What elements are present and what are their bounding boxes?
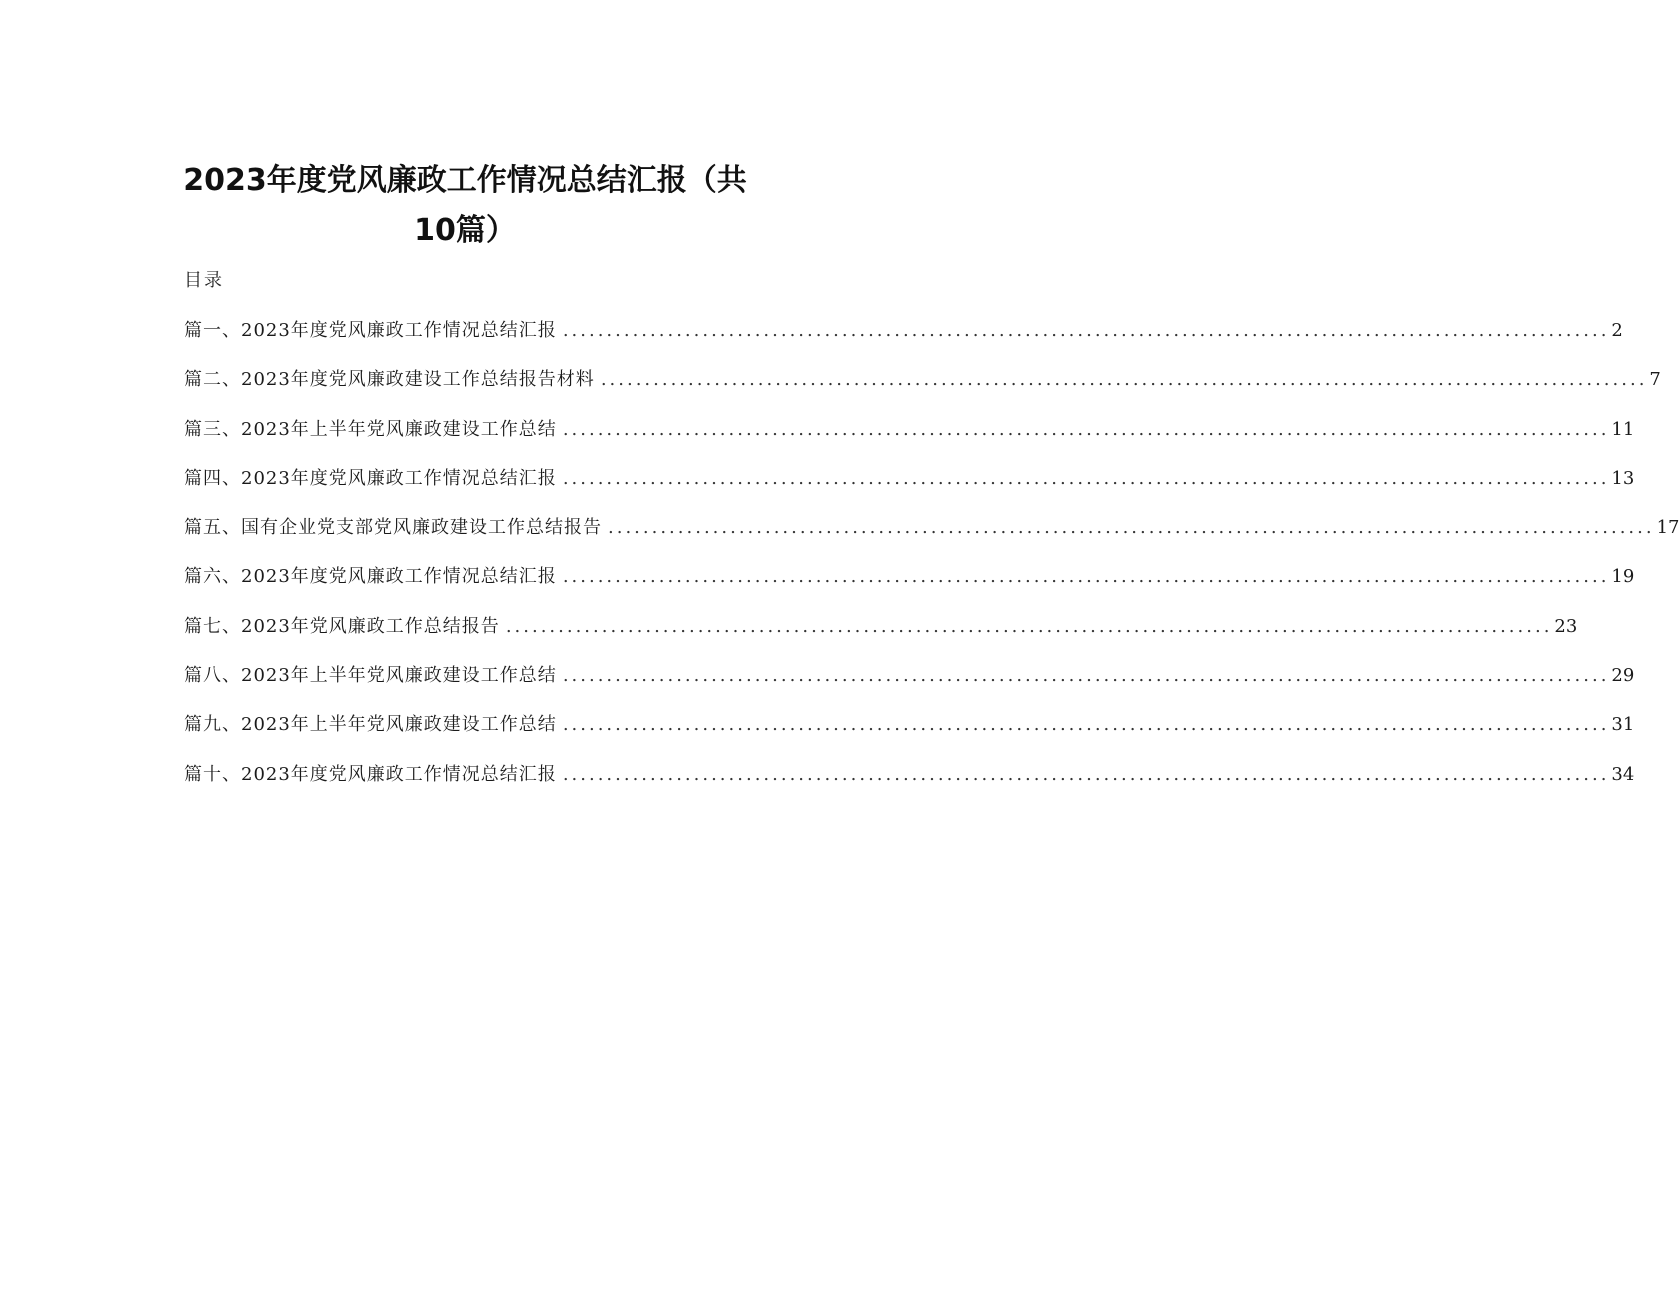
toc-page-number: 13 [1611, 467, 1635, 489]
toc-dot-leader: ........................................................................................................................ [562, 467, 1610, 489]
toc-entry[interactable] [184, 417, 1635, 466]
toc-entry-label: 篇一、2023年度党风廉政工作情况总结汇报 [184, 320, 557, 341]
toc-dot-leader: ........................................................................................................................ [600, 369, 1648, 391]
toc-entry-label: 篇十、2023年度党风廉政工作情况总结汇报 [184, 763, 557, 785]
toc-page-number: 29 [1611, 665, 1635, 687]
toc-entry-label: 篇三、2023年上半年党风廉政建设工作总结 [184, 418, 557, 440]
toc-entry[interactable] [184, 663, 1635, 712]
toc-entry[interactable] [184, 318, 1623, 367]
toc-dot-leader: ........................................................................................................................ [562, 418, 1610, 440]
toc-dot-leader: ........................................................................................................................ [562, 566, 1610, 588]
toc-entry[interactable] [184, 466, 1635, 515]
toc-dot-leader: ........................................................................................................................ [562, 714, 1610, 736]
toc-entry-label: 篇四、2023年度党风廉政工作情况总结汇报 [184, 467, 557, 489]
toc-page-number: 2 [1611, 320, 1623, 341]
toc-entry-label: 篇七、2023年党风廉政工作总结报告 [184, 615, 500, 637]
toc-entry-label: 篇九、2023年上半年党风廉政建设工作总结 [184, 714, 557, 736]
toc-dot-leader: ........................................................................................................................ [505, 615, 1553, 637]
toc-dot-leader: ........................................................................................................................ [562, 320, 1610, 341]
toc-entry[interactable] [184, 367, 1661, 416]
document-title-line-1: 2023年度党风廉政工作情况总结汇报（共 [183, 163, 747, 199]
toc-page-number: 31 [1611, 714, 1635, 736]
toc-page-number: 19 [1611, 566, 1635, 588]
table-of-contents [184, 318, 1680, 811]
toc-page-number: 17 [1656, 517, 1680, 539]
toc-page-number: 23 [1554, 615, 1578, 637]
toc-entry[interactable] [184, 515, 1680, 564]
toc-entry-label: 篇八、2023年上半年党风廉政建设工作总结 [184, 665, 557, 687]
toc-dot-leader: ........................................................................................................................ [608, 517, 1655, 539]
toc-entry-label: 篇六、2023年度党风廉政工作情况总结汇报 [184, 566, 557, 588]
toc-entry[interactable] [184, 614, 1578, 663]
toc-entry-label: 篇二、2023年度党风廉政建设工作总结报告材料 [184, 369, 595, 391]
document-title [150, 156, 780, 256]
document-title-line-2: 10篇） [414, 213, 516, 249]
toc-heading: 目录 [184, 270, 224, 291]
toc-entry[interactable] [184, 712, 1635, 761]
toc-entry-label: 篇五、国有企业党支部党风廉政建设工作总结报告 [184, 517, 602, 539]
toc-page-number: 11 [1611, 418, 1635, 440]
toc-page-number: 34 [1611, 763, 1635, 785]
toc-entry[interactable] [184, 564, 1635, 613]
toc-page-number: 7 [1649, 369, 1661, 391]
toc-entry[interactable] [184, 762, 1635, 811]
toc-dot-leader: ........................................................................................................................ [562, 665, 1610, 687]
toc-dot-leader: ........................................................................................................................ [562, 763, 1610, 785]
